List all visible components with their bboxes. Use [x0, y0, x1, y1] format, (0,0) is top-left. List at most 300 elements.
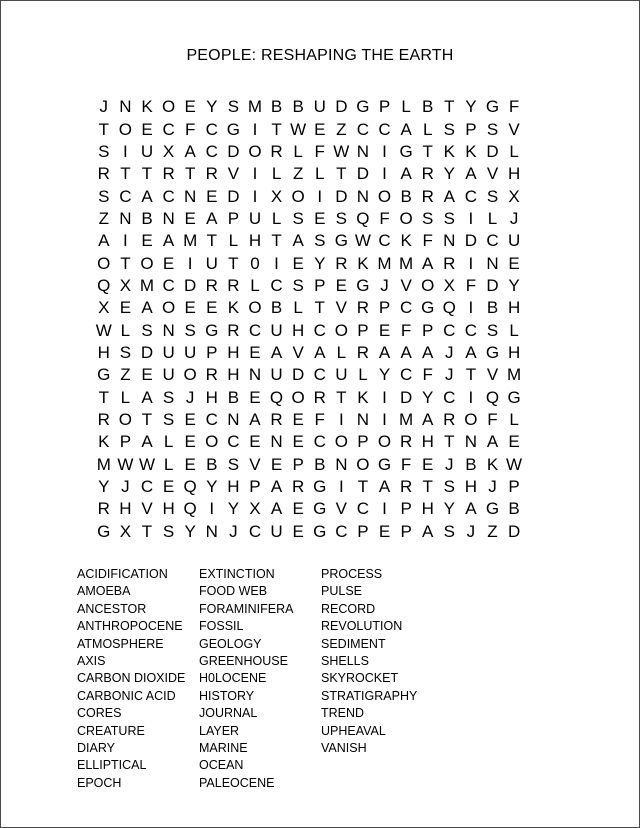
grid-letter: A [422, 342, 434, 362]
grid-letter: T [98, 387, 109, 407]
grid-letter: W [138, 454, 155, 474]
grid-letter: E [314, 119, 326, 139]
grid-letter: G [313, 499, 327, 519]
grid-letter: C [486, 231, 499, 251]
grid-row [93, 319, 525, 341]
grid-letter: D [227, 186, 240, 206]
grid-letter: U [205, 253, 218, 273]
grid-letter: A [249, 409, 261, 429]
grid-letter: S [184, 320, 196, 340]
grid-letter: S [162, 521, 175, 541]
grid-letter: P [508, 477, 520, 497]
grid-letter: I [274, 253, 279, 273]
grid-letter: L [120, 320, 131, 340]
grid-letter: X [98, 298, 110, 318]
grid-letter: S [443, 477, 455, 497]
grid-letter: B [270, 298, 283, 318]
grid-letter: O [118, 409, 132, 429]
grid-letter: E [508, 253, 520, 273]
grid-letter: T [206, 231, 217, 251]
grid-letter: L [120, 387, 131, 407]
grid-letter: U [270, 320, 283, 340]
grid-letter: C [464, 186, 478, 206]
grid-letter: K [357, 253, 369, 273]
grid-letter: D [399, 387, 413, 407]
grid-row [93, 96, 525, 118]
grid-letter: T [336, 164, 347, 184]
grid-letter: C [443, 320, 456, 340]
grid-letter: I [468, 253, 474, 273]
grid-letter: E [378, 320, 391, 340]
word-list-item: STRATIGRAPHY [321, 688, 418, 703]
grid-letter: S [292, 275, 304, 295]
grid-letter: H [97, 342, 110, 362]
grid-letter: C [378, 231, 391, 251]
grid-letter: N [486, 253, 499, 273]
grid-letter: Z [120, 365, 131, 385]
grid-letter: A [141, 298, 153, 318]
grid-letter: J [488, 477, 497, 497]
grid-letter: D [184, 275, 197, 295]
grid-letter: A [270, 342, 283, 362]
grid-letter: I [123, 231, 128, 251]
grid-row [93, 431, 525, 453]
grid-letter: H [507, 342, 521, 362]
grid-letter: S [443, 521, 455, 541]
grid-letter: R [97, 164, 110, 184]
grid-letter: U [335, 365, 348, 385]
grid-letter: I [252, 164, 258, 184]
grid-row [93, 454, 525, 476]
grid-letter: F [314, 141, 325, 161]
grid-letter: P [422, 320, 434, 340]
grid-letter: E [184, 454, 196, 474]
grid-letter: T [336, 387, 347, 407]
grid-letter: E [508, 432, 520, 452]
grid-letter: S [486, 320, 499, 340]
grid-letter: T [141, 409, 153, 429]
grid-row [93, 476, 525, 498]
grid-letter: A [141, 432, 153, 452]
grid-letter: O [248, 141, 262, 161]
grid-letter: A [141, 186, 153, 206]
grid-letter: F [465, 275, 477, 295]
grid-letter: M [506, 365, 522, 385]
grid-letter: M [399, 409, 414, 429]
grid-letter: G [485, 499, 500, 519]
grid-letter: X [119, 275, 132, 295]
word-list-item: CARBONIC ACID [77, 688, 176, 703]
grid-letter: O [161, 298, 176, 318]
grid-letter: N [356, 141, 370, 161]
grid-letter: O [97, 253, 111, 273]
grid-letter: S [162, 387, 175, 407]
word-list-item: ACIDIFICATION [77, 567, 168, 581]
word-list-item: TREND [321, 706, 365, 721]
grid-letter: G [485, 97, 500, 117]
grid-letter: V [486, 164, 499, 184]
word-list-item: SHELLS [321, 654, 369, 669]
grid-letter: O [334, 432, 348, 452]
grid-letter: A [184, 141, 196, 161]
grid-letter: N [464, 432, 478, 452]
grid-letter: F [508, 97, 520, 117]
grid-letter: G [313, 521, 327, 541]
grid-letter: U [313, 97, 326, 117]
grid-letter: A [270, 477, 283, 497]
grid-letter: R [443, 253, 456, 273]
grid-letter: C [356, 499, 370, 519]
grid-letter: E [141, 365, 153, 385]
word-list-item: FORAMINIFERA [199, 601, 294, 616]
grid-letter: 0 [250, 253, 260, 273]
grid-letter: T [465, 365, 477, 385]
grid-letter: E [292, 499, 304, 519]
grid-letter: H [227, 342, 240, 362]
grid-letter: S [119, 342, 132, 362]
grid-row [93, 297, 525, 319]
grid-letter: T [141, 164, 153, 184]
grid-letter: H [507, 164, 521, 184]
grid-letter: R [421, 164, 434, 184]
word-list-item: LAYER [199, 723, 240, 738]
grid-letter: T [422, 477, 433, 497]
word-list-item: EPOCH [77, 775, 122, 790]
grid-letter: I [252, 186, 258, 206]
word-list-item: MARINE [199, 741, 248, 756]
grid-letter: Y [378, 365, 391, 385]
grid-letter: L [228, 231, 239, 251]
puzzle-title: PEOPLE: RESHAPING THE EARTH [186, 47, 454, 64]
word-list-item: FOOD WEB [199, 584, 268, 599]
grid-letter: P [119, 432, 132, 452]
grid-letter: C [205, 141, 218, 161]
grid-letter: S [443, 119, 455, 139]
grid-letter: C [162, 275, 175, 295]
grid-letter: L [293, 141, 303, 161]
grid-letter: B [227, 387, 240, 407]
word-list-item: CORES [77, 706, 122, 721]
word-list-item: PALEOCENE [199, 775, 275, 790]
grid-letter: A [400, 164, 412, 184]
grid-letter: S [227, 454, 240, 474]
grid-letter: X [249, 499, 261, 519]
grid-letter: L [401, 97, 411, 117]
grid-letter: A [422, 521, 434, 541]
grid-letter: O [464, 409, 478, 429]
grid-letter: B [422, 97, 434, 117]
grid-letter: C [313, 320, 326, 340]
grid-letter: Z [292, 164, 304, 184]
grid-letter: T [357, 477, 369, 497]
grid-letter: A [465, 342, 477, 362]
word-list-item: SKYROCKET [321, 671, 399, 686]
grid-letter: I [382, 409, 387, 429]
grid-letter: A [141, 387, 153, 407]
grid-letter: B [486, 298, 499, 318]
grid-letter: H [205, 387, 218, 407]
grid-letter: Y [206, 97, 218, 117]
grid-letter: O [118, 119, 132, 139]
grid-letter: P [227, 208, 240, 228]
grid-letter: U [270, 521, 283, 541]
grid-letter: L [315, 164, 325, 184]
grid-letter: O [377, 186, 392, 206]
grid-letter: L [487, 208, 498, 228]
grid-row [93, 342, 525, 364]
word-list-column [77, 566, 199, 792]
grid-letter: H [464, 477, 478, 497]
grid-letter: W [333, 141, 350, 161]
grid-letter: Z [336, 119, 347, 139]
grid-letter: B [400, 186, 412, 206]
grid-letter: J [445, 365, 454, 385]
grid-letter: R [205, 275, 218, 295]
grid-letter: L [250, 275, 260, 295]
grid-row [93, 118, 525, 140]
grid-letter: G [334, 231, 348, 251]
grid-letter: B [314, 454, 326, 474]
grid-letter: C [378, 119, 391, 139]
grid-row [93, 208, 525, 230]
grid-letter: N [227, 409, 240, 429]
grid-letter: V [335, 499, 347, 519]
grid-letter: O [183, 365, 197, 385]
grid-letter: W [95, 320, 112, 340]
grid-letter: Q [485, 387, 500, 407]
grid-letter: K [141, 97, 153, 117]
grid-letter: N [162, 208, 175, 228]
grid-letter: V [249, 454, 261, 474]
grid-letter: M [377, 253, 392, 273]
grid-letter: C [399, 298, 413, 318]
grid-letter: F [400, 320, 412, 340]
grid-letter: I [468, 208, 474, 228]
grid-letter: J [99, 97, 109, 117]
grid-letter: I [123, 141, 128, 161]
grid-letter: G [421, 298, 435, 318]
grid-letter: R [97, 499, 110, 519]
grid-letter: T [271, 119, 282, 139]
grid-letter: K [227, 298, 240, 318]
grid-letter: R [292, 477, 305, 497]
grid-letter: O [291, 387, 305, 407]
word-list-item: PULSE [321, 584, 362, 599]
grid-letter: Y [184, 521, 196, 541]
grid-letter: E [119, 298, 132, 318]
grid-letter: A [378, 342, 391, 362]
grid-row [93, 498, 525, 520]
grid-letter: O [399, 208, 413, 228]
grid-letter: K [357, 387, 369, 407]
grid-letter: S [314, 231, 326, 251]
grid-letter: Z [98, 208, 109, 228]
grid-letter: V [292, 342, 304, 362]
grid-letter: P [400, 521, 412, 541]
grid-row [93, 230, 525, 252]
grid-letter: T [184, 164, 196, 184]
grid-letter: G [205, 320, 219, 340]
grid-letter: F [422, 365, 433, 385]
grid-letter: L [163, 432, 174, 452]
word-list-column [199, 566, 321, 792]
grid-letter: R [162, 164, 175, 184]
grid-letter: P [357, 320, 369, 340]
grid-letter: C [140, 477, 154, 497]
grid-letter: O [334, 320, 348, 340]
grid-letter: B [270, 97, 283, 117]
grid-letter: D [335, 186, 348, 206]
grid-letter: M [139, 275, 155, 295]
grid-letter: R [421, 186, 434, 206]
word-list-item: H0LOCENE [199, 671, 267, 686]
grid-row [93, 521, 525, 543]
grid-letter: S [162, 409, 175, 429]
grid-letter: R [270, 141, 283, 161]
grid-letter: X [119, 521, 132, 541]
grid-letter: C [443, 387, 456, 407]
grid-letter: M [96, 454, 111, 474]
grid-letter: Y [422, 387, 434, 407]
grid-letter: Y [314, 253, 326, 273]
grid-letter: C [205, 119, 218, 139]
grid-letter: P [465, 119, 477, 139]
grid-letter: I [468, 298, 474, 318]
grid-letter: D [227, 141, 240, 161]
grid-letter: D [464, 231, 478, 251]
grid-letter: A [422, 253, 434, 273]
grid-letter: Y [443, 164, 455, 184]
grid-letter: A [465, 164, 477, 184]
grid-letter: O [356, 454, 370, 474]
grid-letter: A [292, 231, 304, 251]
grid-letter: D [335, 97, 348, 117]
word-list-column [321, 566, 441, 792]
grid-letter: N [270, 432, 283, 452]
grid-letter: L [509, 409, 519, 429]
grid-letter: U [248, 208, 262, 228]
grid-letter: V [508, 119, 520, 139]
grid-letter: N [335, 454, 348, 474]
grid-letter: I [338, 409, 344, 429]
grid-letter: E [292, 409, 304, 429]
grid-letter: E [141, 231, 153, 251]
grid-letter: G [356, 275, 370, 295]
grid-letter: A [162, 231, 175, 251]
word-list-item: EXTINCTION [199, 567, 275, 581]
grid-letter: C [205, 409, 218, 429]
grid-row [93, 185, 525, 207]
grid-letter: A [314, 342, 326, 362]
grid-letter: R [205, 164, 218, 184]
grid-letter: I [252, 119, 258, 139]
grid-row [93, 252, 525, 274]
grid-letter: P [400, 499, 412, 519]
grid-letter: U [140, 141, 154, 161]
grid-letter: C [162, 186, 175, 206]
word-list-item: UPHEAVAL [321, 723, 386, 738]
grid-letter: O [377, 432, 392, 452]
grid-letter: F [422, 231, 433, 251]
grid-letter: K [98, 432, 110, 452]
grid-letter: F [314, 409, 325, 429]
word-list-item: HISTORY [199, 688, 255, 703]
grid-letter: D [486, 275, 499, 295]
grid-letter: I [382, 387, 387, 407]
grid-letter: S [141, 320, 153, 340]
grid-letter: B [465, 454, 477, 474]
grid-letter: C [335, 521, 348, 541]
grid-letter: E [292, 521, 304, 541]
grid-letter: V [486, 365, 499, 385]
grid-letter: C [464, 320, 478, 340]
grid-letter: C [248, 320, 262, 340]
grid-letter: R [399, 477, 413, 497]
grid-letter: G [313, 477, 327, 497]
grid-letter: E [206, 186, 218, 206]
grid-letter: Q [97, 275, 111, 295]
grid-letter: R [356, 298, 370, 318]
grid-letter: F [184, 119, 196, 139]
grid-letter: K [465, 141, 477, 161]
grid-letter: E [422, 454, 434, 474]
grid-letter: X [270, 186, 283, 206]
grid-letter: Y [206, 477, 218, 497]
grid-letter: N [443, 231, 456, 251]
grid-letter: G [356, 97, 370, 117]
grid-letter: C [399, 365, 413, 385]
grid-letter: J [121, 477, 130, 497]
grid-letter: K [443, 141, 455, 161]
grid-letter: E [184, 298, 196, 318]
grid-letter: W [506, 454, 523, 474]
grid-letter: L [271, 208, 282, 228]
grid-letter: G [377, 454, 392, 474]
word-list-item: SEDIMENT [321, 636, 386, 651]
word-list-item: AMOEBA [77, 584, 131, 599]
grid-letter: C [313, 365, 326, 385]
grid-letter: V [335, 298, 347, 318]
word-list-item: ANTHROPOCENE [77, 619, 183, 634]
grid-letter: O [205, 432, 219, 452]
grid-letter: S [227, 97, 240, 117]
grid-letter: O [291, 186, 305, 206]
grid-letter: G [485, 342, 500, 362]
grid-letter: R [270, 409, 283, 429]
grid-letter: R [443, 409, 456, 429]
grid-letter: I [187, 253, 193, 273]
grid-row [93, 364, 525, 386]
grid-letter: E [184, 208, 196, 228]
grid-letter: U [162, 365, 175, 385]
grid-letter: L [422, 119, 433, 139]
grid-letter: N [205, 521, 218, 541]
grid-letter: A [400, 119, 412, 139]
grid-letter: D [356, 164, 370, 184]
grid-letter: A [400, 342, 412, 362]
grid-letter: C [119, 186, 132, 206]
grid-letter: M [399, 253, 414, 273]
grid-letter: T [444, 432, 455, 452]
grid-letter: L [336, 342, 347, 362]
grid-letter: J [445, 454, 454, 474]
grid-letter: R [227, 320, 240, 340]
grid-letter: E [162, 477, 175, 497]
word-list-item: CREATURE [77, 723, 145, 738]
grid-letter: F [487, 409, 498, 429]
grid-letter: A [270, 499, 283, 519]
grid-letter: P [249, 477, 261, 497]
